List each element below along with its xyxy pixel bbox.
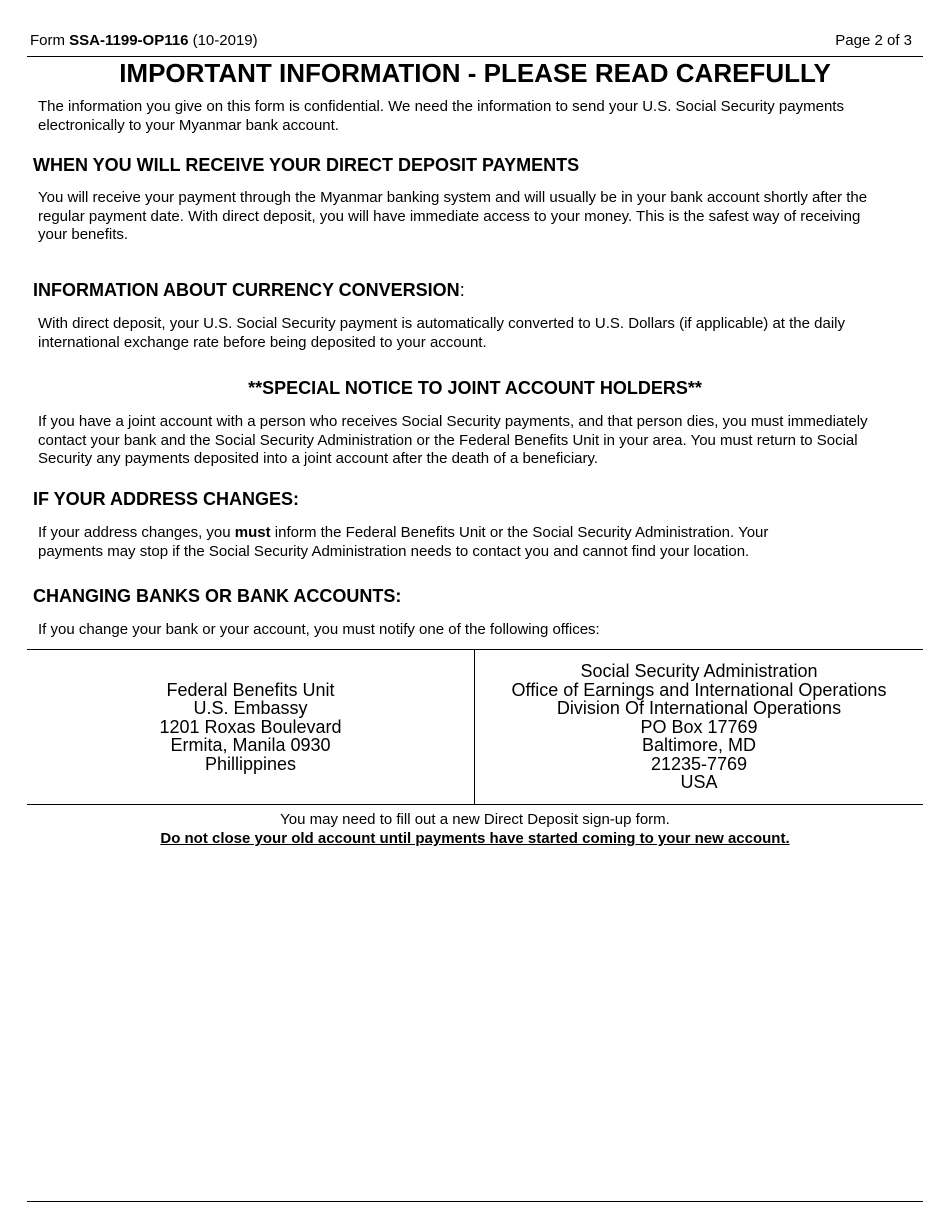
paragraph-line: payments may stop if the Social Security Administration needs to contact you and cannot find your location.: [38, 542, 750, 560]
footer-divider: [27, 1201, 923, 1202]
office-address-table: [27, 649, 923, 805]
changing-banks-heading: CHANGING BANKS OR BANK ACCOUNTS:: [33, 586, 402, 606]
address-line: USA: [680, 772, 718, 793]
paragraph-line: contact your bank and the Social Security Administration or the Federal Benefits Unit in your area. You must return to Social: [38, 431, 858, 449]
signup-form-note: You may need to fill out a new Direct Deposit sign-up form.: [280, 811, 670, 828]
intro-line: electronically to your Myanmar bank account.: [38, 116, 339, 134]
paragraph-line: You will receive your payment through the Myanmar banking system and will usually be in your bank account shortly after the: [38, 189, 868, 206]
currency-heading: [33, 279, 465, 301]
address-line: Baltimore, MD: [641, 735, 757, 756]
address-line: 21235-7769: [650, 753, 748, 774]
address-line: U.S. Embassy: [193, 698, 308, 719]
direct-deposit-heading: WHEN YOU WILL RECEIVE YOUR DIRECT DEPOSIT PAYMENTS: [33, 155, 580, 175]
changing-banks-paragraph: [38, 621, 908, 640]
paragraph-line: If you change your bank or your account, you must notify one of the following offices:: [38, 621, 600, 638]
joint-account-heading: **SPECIAL NOTICE TO JOINT ACCOUNT HOLDERS**: [248, 378, 702, 398]
address-line: Ermita, Manila 0930: [170, 735, 331, 756]
address-line: PO Box 17769: [640, 716, 758, 737]
form-number: SSA-1199-OP116: [69, 32, 189, 49]
paragraph-line: international exchange rate before being deposited to your account.: [38, 333, 487, 351]
address-line: Office of Earnings and International Operations: [511, 679, 887, 700]
paragraph-line: Security any payments deposited into a joint account after the death of a beneficiary.: [38, 450, 599, 467]
currency-heading-colon: :: [459, 280, 465, 300]
direct-deposit-paragraph: [38, 189, 908, 245]
address-change-paragraph: [38, 524, 908, 561]
form-identifier: [30, 32, 258, 50]
account-closing-warning: Do not close your old account until payments have started coming to your new account.: [160, 830, 790, 847]
page-number: Page 2 of 3: [835, 32, 912, 49]
form-prefix: Form: [30, 32, 70, 49]
paragraph-text: If your address changes, you: [38, 524, 235, 541]
paragraph-line: [38, 524, 908, 543]
paragraph-line: If you have a joint account with a person who receives Social Security payments, and that person dies, you must immediately: [38, 413, 868, 430]
federal-benefits-unit-address: [27, 650, 475, 804]
address-line: 1201 Roxas Boulevard: [159, 716, 342, 737]
emphasis-must: must: [234, 524, 271, 541]
ssa-office-address: [475, 650, 923, 804]
intro-paragraph: [38, 98, 908, 135]
paragraph-text: inform the Federal Benefits Unit or the Social Security Administration. Your: [270, 524, 769, 541]
address-change-heading: IF YOUR ADDRESS CHANGES:: [33, 489, 300, 509]
address-line: Phillippines: [204, 753, 297, 774]
header-divider: [27, 56, 923, 57]
currency-paragraph: [38, 315, 908, 352]
form-date: (10-2019): [188, 32, 258, 49]
page-title: IMPORTANT INFORMATION - PLEASE READ CAREFULLY: [119, 58, 831, 88]
paragraph-line: With direct deposit, your U.S. Social Security payment is automatically converted to U.S. Dollars (if applicable) at the daily: [38, 315, 846, 332]
paragraph-line: regular payment date. With direct deposit, you will have immediate access to your money. This is the safest way of receiving: [38, 207, 861, 225]
paragraph-line: your benefits.: [38, 226, 129, 243]
currency-heading-text: INFORMATION ABOUT CURRENCY CONVERSION: [33, 280, 460, 300]
intro-line: The information you give on this form is confidential. We need the information to send your U.S. Social Security payments: [38, 98, 844, 115]
address-line: Division Of International Operations: [556, 698, 842, 719]
address-line: Social Security Administration: [580, 660, 818, 681]
joint-account-paragraph: [38, 413, 908, 469]
address-line: Federal Benefits Unit: [166, 679, 335, 700]
